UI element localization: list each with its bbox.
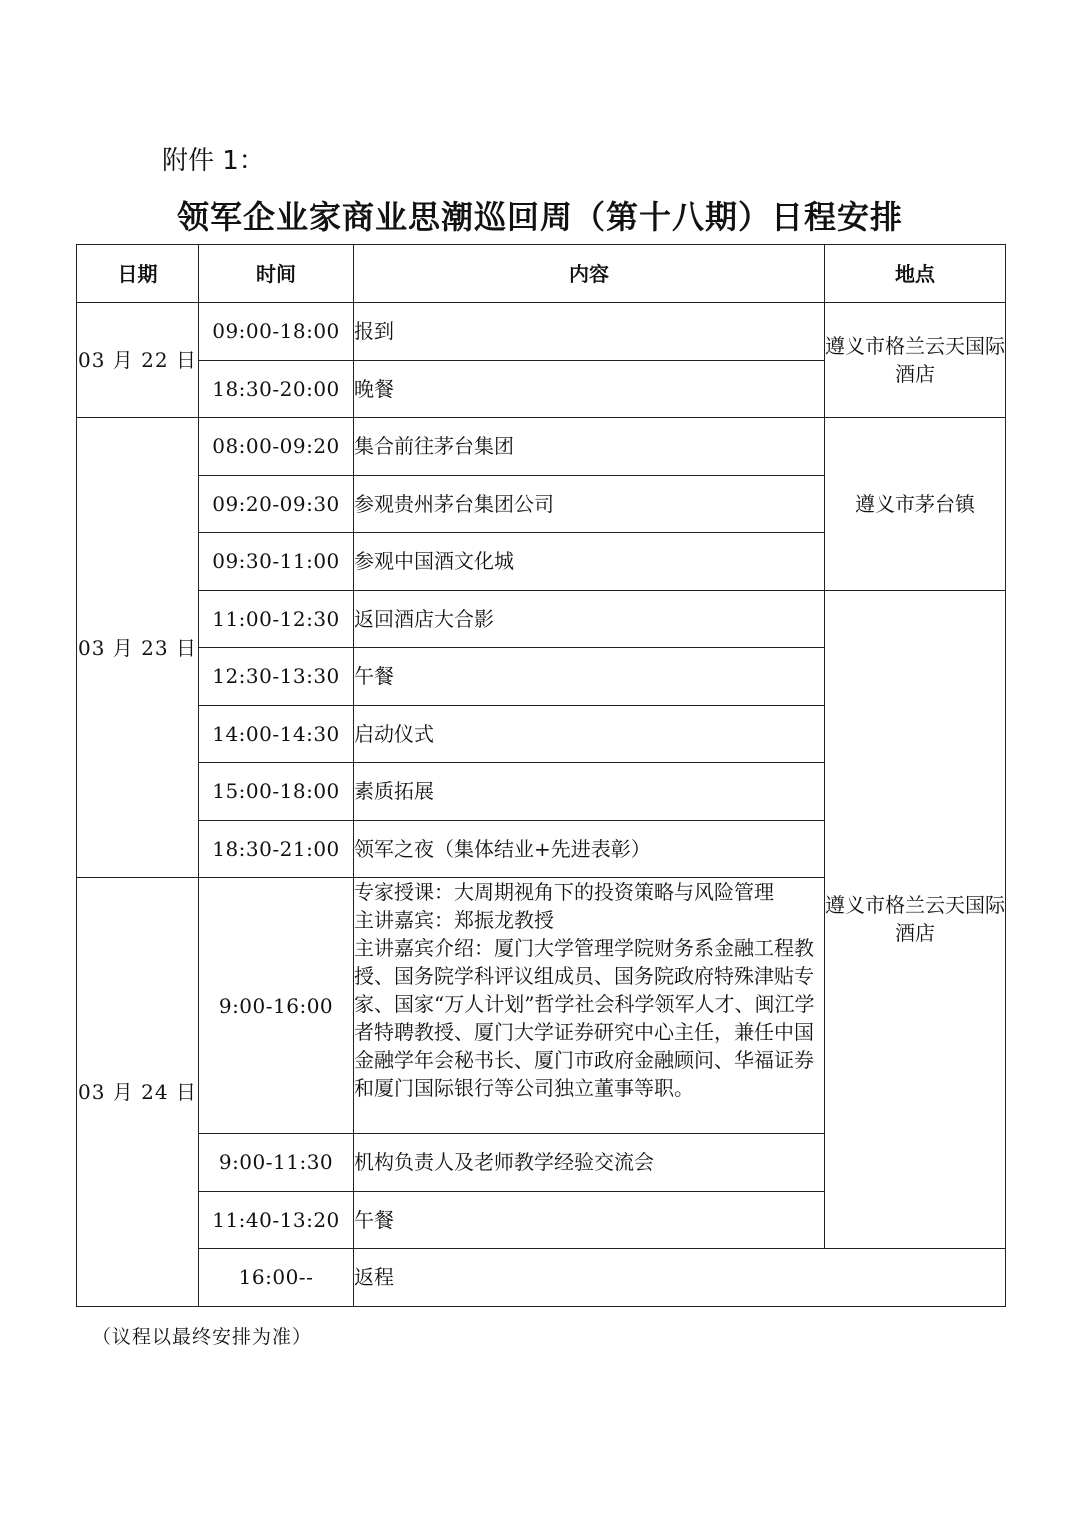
time-cell: 09:30-11:00 bbox=[199, 533, 354, 591]
time-cell: 11:00-12:30 bbox=[199, 590, 354, 648]
location-cell: 遵义市茅台镇 bbox=[825, 418, 1006, 591]
content-cell: 返程 bbox=[354, 1249, 1006, 1307]
lecture-speaker-bio: 主讲嘉宾介绍：厦门大学管理学院财务系金融工程教授、国务院学科评议组成员、国务院政府特殊津贴专家、国家“万人计划”哲学社会科学领军人才、闽江学者特聘教授、厦门大学证券研究中心主任，兼任中国金融学年会秘书长、厦门市政府金融顾问、华福证券和厦门国际银行等公司独立董事等职。 bbox=[354, 936, 815, 1100]
header-content: 内容 bbox=[354, 245, 825, 303]
time-cell: 18:30-20:00 bbox=[199, 360, 354, 418]
content-cell: 参观贵州茅台集团公司 bbox=[354, 475, 825, 533]
date-cell: 03 月 23 日 bbox=[77, 418, 199, 878]
table-row bbox=[77, 418, 1006, 476]
content-cell: 机构负责人及老师教学经验交流会 bbox=[354, 1134, 825, 1192]
location-cell: 遵义市格兰云天国际酒店 bbox=[825, 590, 1006, 1249]
document-title: 领军企业家商业思潮巡回周（第十八期）日程安排 bbox=[176, 198, 903, 236]
time-cell: 15:00-18:00 bbox=[199, 763, 354, 821]
content-cell: 报到 bbox=[354, 303, 825, 361]
content-cell: 启动仪式 bbox=[354, 705, 825, 763]
content-cell: 午餐 bbox=[354, 648, 825, 706]
content-cell bbox=[354, 878, 825, 1134]
content-cell: 晚餐 bbox=[354, 360, 825, 418]
footnote: （议程以最终安排为准） bbox=[92, 1326, 313, 1348]
content-cell: 领军之夜（集体结业+先进表彰） bbox=[354, 820, 825, 878]
time-cell: 18:30-21:00 bbox=[199, 820, 354, 878]
header-location: 地点 bbox=[825, 245, 1006, 303]
time-cell: 09:20-09:30 bbox=[199, 475, 354, 533]
time-cell: 9:00-16:00 bbox=[199, 878, 354, 1134]
time-cell: 9:00-11:30 bbox=[199, 1134, 354, 1192]
content-cell: 集合前往茅台集团 bbox=[354, 418, 825, 476]
header-date: 日期 bbox=[77, 245, 199, 303]
table-header-row bbox=[77, 245, 1006, 303]
time-cell: 09:00-18:00 bbox=[199, 303, 354, 361]
attachment-label: 附件 1： bbox=[162, 146, 265, 176]
table-row bbox=[77, 303, 1006, 361]
content-cell: 午餐 bbox=[354, 1191, 825, 1249]
schedule-table bbox=[76, 244, 1006, 1307]
table-row bbox=[77, 1249, 1006, 1307]
location-cell: 遵义市格兰云天国际酒店 bbox=[825, 303, 1006, 418]
time-cell: 08:00-09:20 bbox=[199, 418, 354, 476]
content-cell: 素质拓展 bbox=[354, 763, 825, 821]
header-time: 时间 bbox=[199, 245, 354, 303]
date-cell: 03 月 24 日 bbox=[77, 878, 199, 1307]
table-row bbox=[77, 590, 1006, 648]
time-cell: 14:00-14:30 bbox=[199, 705, 354, 763]
date-cell: 03 月 22 日 bbox=[77, 303, 199, 418]
content-cell: 返回酒店大合影 bbox=[354, 590, 825, 648]
content-cell: 参观中国酒文化城 bbox=[354, 533, 825, 591]
lecture-speaker: 主讲嘉宾：郑振龙教授 bbox=[354, 908, 554, 932]
time-cell: 11:40-13:20 bbox=[199, 1191, 354, 1249]
time-cell: 12:30-13:30 bbox=[199, 648, 354, 706]
lecture-topic: 专家授课：大周期视角下的投资策略与风险管理 bbox=[354, 880, 774, 904]
time-cell: 16:00-- bbox=[199, 1249, 354, 1307]
